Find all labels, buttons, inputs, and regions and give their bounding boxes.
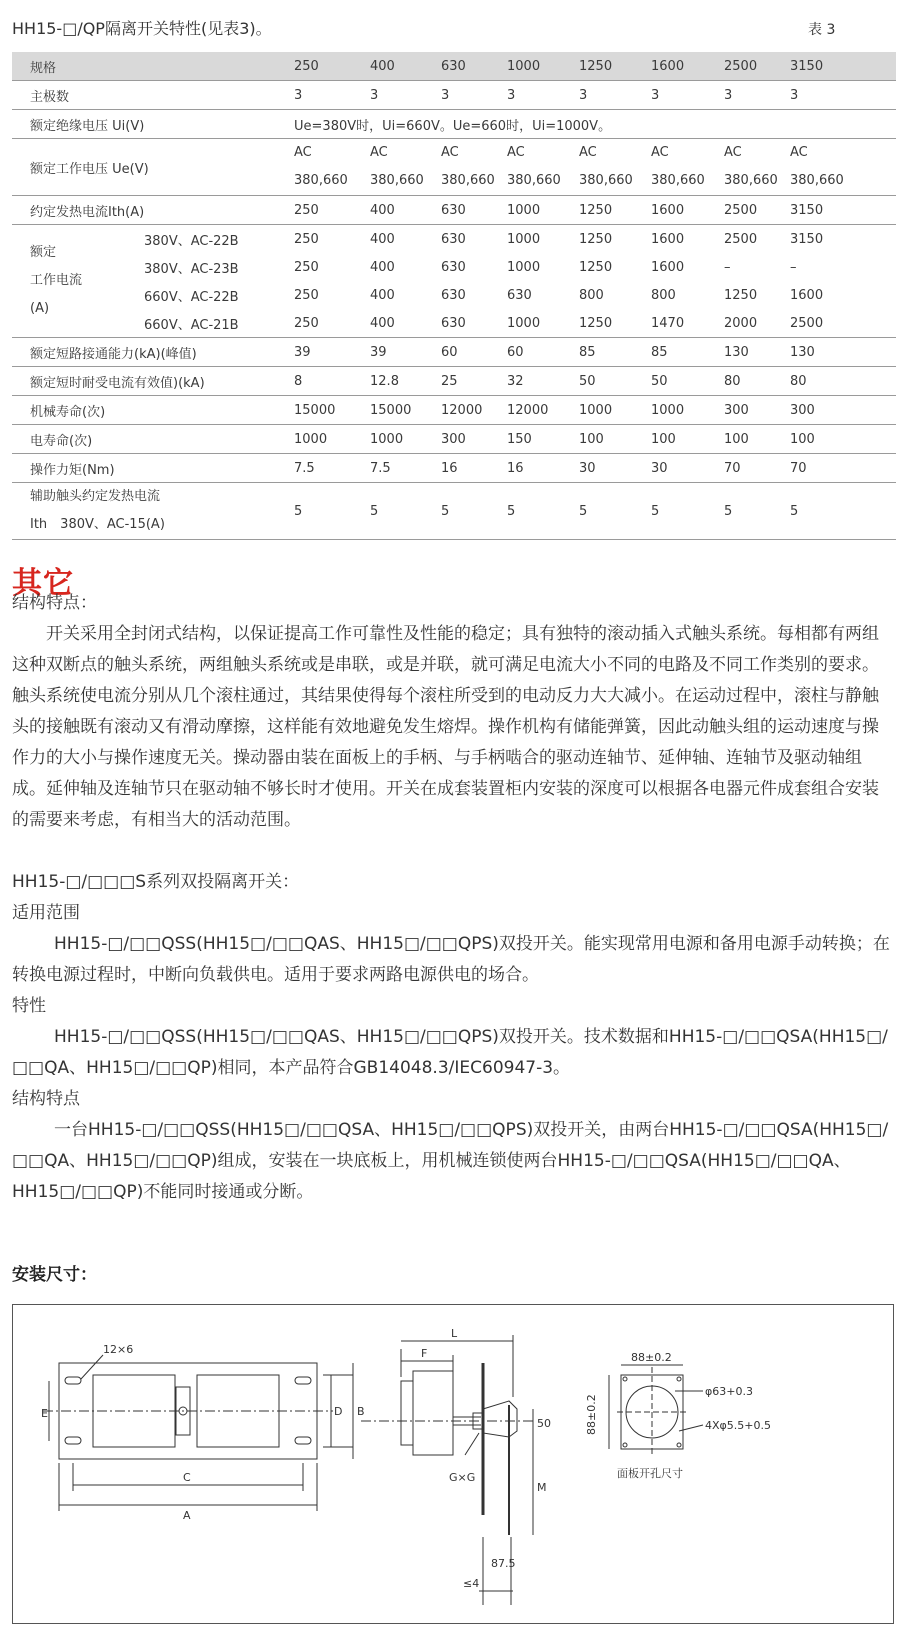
table-cell: 630 [439, 309, 505, 338]
table-cell: 7.5 [368, 454, 439, 483]
table-row [12, 81, 896, 110]
table-cell: 1000 [505, 309, 577, 338]
table-cell [649, 139, 722, 196]
table-cell: 5 [722, 483, 788, 540]
leader-line [465, 1433, 479, 1455]
table-cell: 50 [649, 367, 722, 396]
table-cell: 5 [439, 483, 505, 540]
rating-cell: 3150 [788, 52, 896, 81]
row-label: 主极数 [12, 81, 292, 110]
group-label-line: 额定 [30, 245, 57, 260]
table-cell [368, 139, 439, 196]
table-cell: 400 [368, 309, 439, 338]
sub-row-label: 660V、AC-21B [136, 309, 292, 338]
table-cell: 400 [370, 259, 395, 275]
table-cell: 2500 [722, 196, 788, 225]
table-cell: 1000 [649, 396, 722, 425]
dim-label-l: L [451, 1327, 458, 1340]
table-cell: 12.8 [368, 367, 439, 396]
structure2-heading: 结构特点 [12, 1089, 80, 1109]
ac-label: AC [790, 145, 808, 160]
table-cell: 1250 [577, 309, 649, 338]
cutout-hole [677, 1443, 681, 1447]
voltage-values: 380,660 [370, 173, 424, 188]
row-label [12, 483, 292, 540]
table-cell: 3 [368, 81, 439, 110]
ac-label: AC [724, 145, 742, 160]
table-cell: 1600 [651, 231, 685, 247]
table-row [12, 309, 896, 338]
rating-cell: 1250 [577, 52, 649, 81]
dim-label-b: B [357, 1405, 365, 1418]
table-cell: – [790, 259, 797, 275]
slot-label: 12×6 [103, 1343, 134, 1356]
table-cell: 3 [788, 81, 896, 110]
ac-label: AC [507, 145, 525, 160]
table-cell: 12000 [439, 396, 505, 425]
table-cell: 130 [722, 338, 788, 367]
table-cell: 150 [505, 425, 577, 454]
height-label: 88±0.2 [585, 1394, 598, 1435]
table-row [12, 225, 896, 254]
table-cell: 80 [722, 367, 788, 396]
header-label: 规格 [12, 52, 292, 81]
table-cell: 32 [505, 367, 577, 396]
table-row [12, 454, 896, 483]
mounting-slot [65, 1377, 81, 1384]
table-cell: 16 [505, 454, 577, 483]
voltage-values: 380,660 [441, 173, 495, 188]
table-cell [505, 139, 577, 196]
table-row [12, 253, 896, 281]
table-row [12, 425, 896, 454]
table-cell: 630 [441, 287, 466, 303]
dim-label-m: M [537, 1481, 547, 1494]
ac-label: AC [294, 145, 312, 160]
table-cell: 2500 [788, 309, 896, 338]
voltage-values: 380,660 [651, 173, 705, 188]
row-label: 额定绝缘电压 Ui(V) [12, 110, 292, 139]
feature-heading: 特性 [12, 996, 46, 1016]
rating-cell: 1000 [505, 52, 577, 81]
rating-cell: 250 [292, 52, 368, 81]
ac-label: AC [651, 145, 669, 160]
table-cell: 630 [439, 196, 505, 225]
row-label: 约定发热电流Ith(A) [12, 196, 292, 225]
table-cell: 39 [292, 338, 368, 367]
table-cell: 70 [722, 454, 788, 483]
table-cell: 400 [368, 196, 439, 225]
rating-cell: 1600 [649, 52, 722, 81]
table-cell: 5 [649, 483, 722, 540]
table-cell: 100 [577, 425, 649, 454]
sub-row-label: 660V、AC-22B [144, 289, 239, 305]
voltage-values: 380,660 [790, 173, 844, 188]
table-header-row [12, 52, 896, 81]
table-cell: 3 [649, 81, 722, 110]
table-cell [722, 139, 788, 196]
table-cell: 1600 [651, 259, 685, 275]
other-heading: 其它 [12, 566, 74, 601]
rating-cell: 2500 [722, 52, 788, 81]
table-cell [292, 139, 368, 196]
ac-label: AC [441, 145, 459, 160]
table-cell: 5 [505, 483, 577, 540]
rating-cell: 400 [368, 52, 439, 81]
table-cell: 100 [649, 425, 722, 454]
aux-label-line: 辅助触头约定发热电流 [30, 489, 161, 504]
table-cell: 630 [441, 259, 466, 275]
series-title: HH15-□/□□□S系列双投隔离开关： [12, 872, 300, 892]
row-label: 操作力矩(Nm) [12, 454, 292, 483]
spec-table [12, 52, 896, 540]
table-cell: 3 [722, 81, 788, 110]
mounting-slot [295, 1377, 311, 1384]
scope-paragraph: HH15-□/□□QSS(HH15□/□□QAS、HH15□/□□QPS)双投开关。能实现常用电源和备用电源手动转换；在转换电源过程时，中断向负载供电。适用于要求两路电源供电的场合。 [12, 934, 890, 985]
table-cell: 15000 [292, 396, 368, 425]
table-cell: 1000 [292, 425, 368, 454]
dim-label-f: F [421, 1347, 428, 1360]
table-cell: 1000 [368, 425, 439, 454]
table-cell: 1600 [649, 196, 722, 225]
table-cell: 5 [577, 483, 649, 540]
dim-label-d: D [334, 1405, 343, 1418]
table-cell: – [724, 259, 731, 275]
scope-heading: 适用范围 [12, 903, 80, 923]
table-cell: 1470 [649, 309, 722, 338]
table-cell: 250 [294, 287, 319, 303]
le4-label: ≤4 [463, 1577, 480, 1590]
cutout-caption: 面板开孔尺寸 [617, 1467, 683, 1480]
diagram-svg [13, 1305, 893, 1623]
table-cell: 80 [788, 367, 896, 396]
rating-cell: 630 [439, 52, 505, 81]
table-cell: 1250 [577, 196, 649, 225]
table-row [12, 139, 896, 196]
table-row [12, 396, 896, 425]
group-label-line: (A) [30, 301, 50, 316]
handle-body [483, 1401, 517, 1437]
mounting-slot [295, 1437, 311, 1444]
table-cell: 1250 [724, 287, 758, 303]
table-cell: 39 [368, 338, 439, 367]
structure-heading: 结构特点： [12, 593, 97, 613]
table-reference: 表 3 [808, 22, 836, 38]
install-heading: 安装尺寸： [12, 1265, 97, 1285]
table-cell: 60 [439, 338, 505, 367]
table-cell: 30 [649, 454, 722, 483]
sub-row-label: 380V、AC-23B [144, 261, 239, 277]
table-row [12, 483, 896, 540]
dim-875-label: 87.5 [491, 1557, 516, 1570]
table-row [12, 196, 896, 225]
table-cell: 2000 [722, 309, 788, 338]
structure2-paragraph: 一台HH15-□/□□QSS(HH15□/□□QSA、HH15□/□□QPS)双投开关，由两台HH15-□/□□QSA(HH15□/□□QA、HH15□/□□QP)组成，安装在一块底板上，用机械连锁使两台HH15-□/□□QSA(HH15□/□□QA、HH15□/□□QP)不能同时接通或分断。 [12, 1120, 889, 1202]
table-cell: 15000 [368, 396, 439, 425]
table-row [12, 338, 896, 367]
table-cell: 3 [505, 81, 577, 110]
row-label: 额定工作电压 Ue(V) [12, 139, 292, 196]
mounting-slot [65, 1437, 81, 1444]
table-cell: 250 [292, 196, 368, 225]
table-cell: 1250 [579, 259, 613, 275]
table-cell: 5 [788, 483, 896, 540]
table-cell: 3 [292, 81, 368, 110]
table-cell: 1000 [507, 231, 541, 247]
width-label: 88±0.2 [631, 1351, 672, 1364]
table-cell: 400 [370, 287, 395, 303]
table-cell [439, 139, 505, 196]
table-cell: 3 [577, 81, 649, 110]
table-cell: 100 [788, 425, 896, 454]
side-panel-mount [401, 1381, 413, 1445]
table-cell: 5 [292, 483, 368, 540]
dim-label-50: 50 [537, 1417, 551, 1430]
ac-label: AC [370, 145, 388, 160]
table-cell: 25 [439, 367, 505, 396]
table-cell: 250 [292, 309, 368, 338]
group-label [12, 225, 136, 338]
hole63-label: φ63+0.3 [705, 1385, 753, 1398]
table-cell: 3150 [790, 231, 824, 247]
table-cell: 800 [579, 287, 604, 303]
table-cell: 100 [722, 425, 788, 454]
ac-label: AC [579, 145, 597, 160]
table-cell: 250 [294, 231, 319, 247]
table-cell: 8 [292, 367, 368, 396]
row-label: 电寿命(次) [12, 425, 292, 454]
table-cell: 630 [441, 231, 466, 247]
row-label: 机械寿命(次) [12, 396, 292, 425]
table-cell: 12000 [505, 396, 577, 425]
voltage-values: 380,660 [294, 173, 348, 188]
section-title: HH15-□/QP隔离开关特性(见表3)。 [12, 19, 272, 38]
cutout-hole [623, 1443, 627, 1447]
table-cell: 3 [439, 81, 505, 110]
table-cell: 300 [788, 396, 896, 425]
table-cell: 1000 [507, 259, 541, 275]
table-row [12, 367, 896, 396]
row-label: 额定短路接通能力(kA)(峰值) [12, 338, 292, 367]
table-cell: 16 [439, 454, 505, 483]
cutout-hole [677, 1377, 681, 1381]
table-cell: 70 [788, 454, 896, 483]
table-cell: 2500 [724, 231, 758, 247]
cutout-hole [623, 1377, 627, 1381]
sub-row-label: 380V、AC-22B [144, 233, 239, 249]
hole55-label: 4Xφ5.5+0.5 [705, 1419, 771, 1432]
table-cell: 7.5 [292, 454, 368, 483]
table-cell: 1250 [579, 231, 613, 247]
table-cell: 5 [368, 483, 439, 540]
installation-diagram [12, 1304, 894, 1624]
voltage-values: 380,660 [579, 173, 633, 188]
table-cell [788, 139, 896, 196]
feature-paragraph: HH15-□/□□QSS(HH15□/□□QAS、HH15□/□□QPS)双投开关。技术数据和HH15-□/□□QSA(HH15□/□□QA、HH15□/□□QP)相同，本产品符合GB14048.3/IEC60947-3。 [12, 1027, 888, 1078]
table-cell: 800 [651, 287, 676, 303]
table-cell: 60 [505, 338, 577, 367]
table-cell: 85 [577, 338, 649, 367]
table-cell: 85 [649, 338, 722, 367]
voltage-values: 380,660 [507, 173, 561, 188]
table-cell: 30 [577, 454, 649, 483]
table-cell: 1000 [505, 196, 577, 225]
table-cell: 1000 [577, 396, 649, 425]
gxg-label: G×G [449, 1471, 476, 1484]
table-cell: 300 [439, 425, 505, 454]
dim-label-e: E [41, 1407, 48, 1420]
table-row [12, 110, 896, 139]
voltage-values: 380,660 [724, 173, 778, 188]
table-row [12, 281, 896, 309]
table-cell: 130 [788, 338, 896, 367]
insulation-text: Ue=380V时，Ui=660V。Ue=660时，Ui=1000V。 [292, 110, 896, 139]
table-cell: 300 [722, 396, 788, 425]
dim-label-c: C [183, 1471, 191, 1484]
table-cell: 630 [507, 287, 532, 303]
table-cell: 50 [577, 367, 649, 396]
table-cell: 250 [294, 259, 319, 275]
table-cell [577, 139, 649, 196]
dim-label-a: A [183, 1509, 191, 1522]
structure-paragraph: 开关采用全封闭式结构，以保证提高工作可靠性及性能的稳定；具有独特的滚动插入式触头系统。每相都有两组这种双断点的触头系统，两组触头系统或是串联，或是并联，就可满足电流大小不同的电路及不同工作类别的要求。触头系统使电流分别从几个滚柱通过，其结果使得每个滚柱所受到的电动反力大大减小。在运动过程中，滚柱与静触头的接触既有滚动又有滑动摩擦，这样能有效地避免发生熔焊。操作机构有储能弹簧，因此动触头组的运动速度与操作力的大小与操作速度无关。操动器由装在面板上的手柄、与手柄啮合的驱动连轴节、延伸轴、连轴节及驱动轴组成。延伸轴及连轴节只在驱动轴不够长时才使用。开关在成套装置柜内安装的深度可以根据各电器元件成套组合安装的需要来考虑，有相当大的活动范围。 [12, 624, 879, 830]
table-cell: 3150 [788, 196, 896, 225]
aux-label-line: Ith 380V、AC-15(A) [30, 517, 165, 532]
table-cell: 1600 [790, 287, 824, 303]
group-label-line: 工作电流 [30, 273, 83, 288]
row-label: 额定短时耐受电流有效值)(kA) [12, 367, 292, 396]
side-switch-body [413, 1371, 453, 1455]
table-cell: 400 [370, 231, 395, 247]
